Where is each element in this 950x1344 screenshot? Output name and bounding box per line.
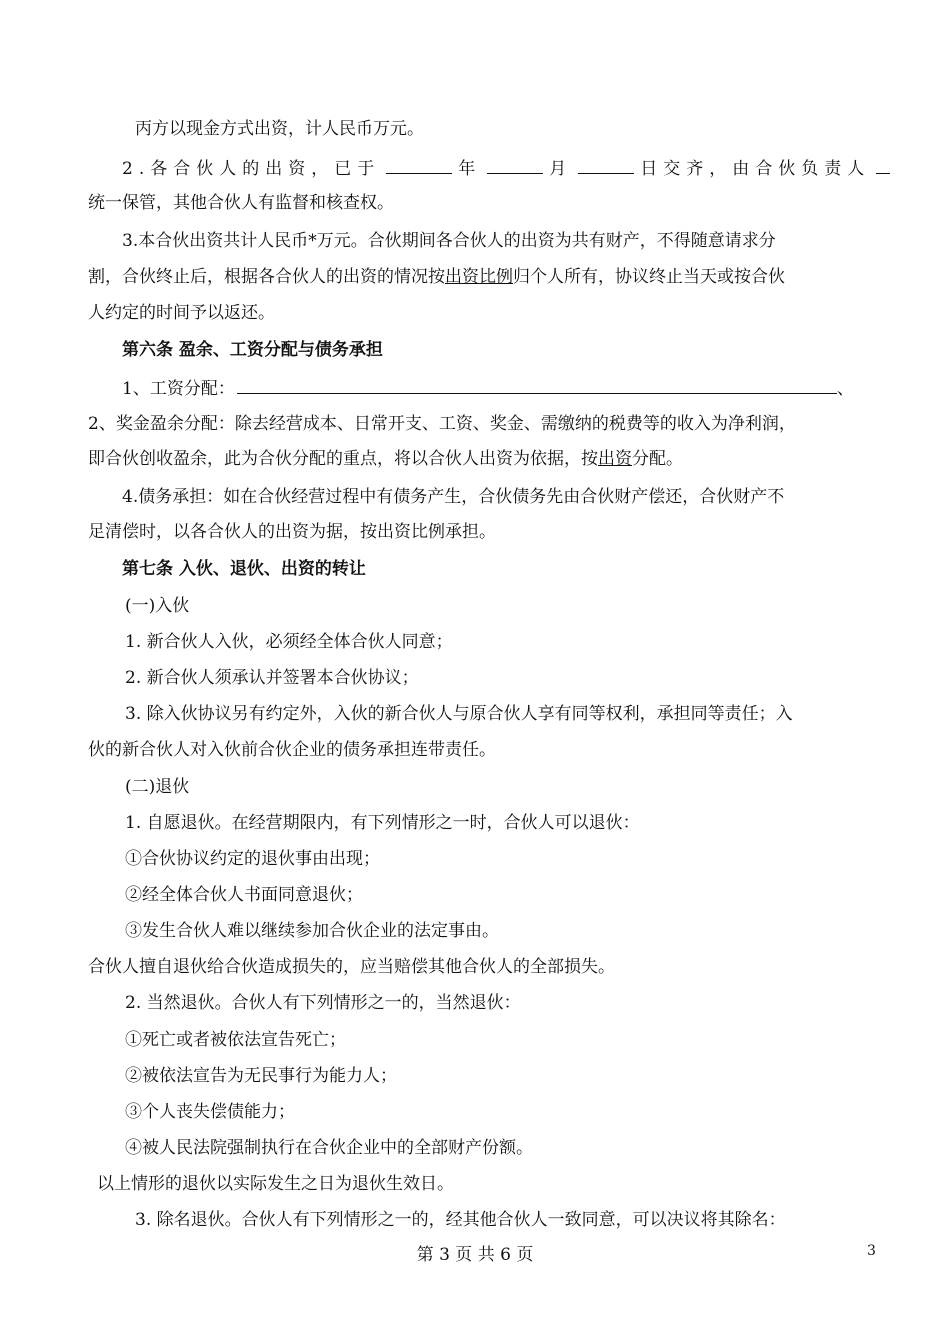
paragraph-line: 2. 当然退伙。合伙人有下列情形之一的，当然退伙： [125, 993, 521, 1013]
blank-field [237, 375, 837, 394]
page-footer [0, 1243, 950, 1267]
paragraph-line: 3. 除入伙协议另有约定外，入伙的新合伙人与原合伙人享有同等权利，承担同等责任；入 [125, 704, 793, 724]
paragraph-line: 合伙人擅自退伙给合伙造成损失的，应当赔偿其他合伙人的全部损失。 [88, 957, 615, 977]
paragraph-line: 足清偿时，以各合伙人的出资为据，按出资比例承担。 [88, 522, 496, 542]
paragraph-line: 3.本合伙出资共计人民币*万元。合伙期间各合伙人的出资为共有财产，不得随意请求分 [122, 231, 776, 251]
list-item: ①死亡或者被依法宣告死亡； [125, 1030, 346, 1050]
paragraph-line: 4.债务承担：如在合伙经营过程中有债务产生，合伙债务先由合伙财产偿还，合伙财产不 [122, 487, 785, 507]
paragraph-line: 伙的新合伙人对入伙前合伙企业的债务承担连带责任。 [88, 740, 496, 760]
underlined-term: 出资比例 [445, 267, 513, 287]
paragraph-line: 统一保管，其他合伙人有监督和核查权。 [88, 193, 394, 213]
list-item: ①合伙协议约定的退伙事由出现； [125, 849, 380, 869]
list-item: ④被人民法院强制执行在合伙企业中的全部财产份额。 [125, 1138, 533, 1158]
paragraph-line: 1. 新合伙人入伙，必须经全体合伙人同意； [125, 632, 453, 652]
page-count-label: 第 3 页 共 6 页 [416, 1245, 534, 1265]
paragraph-line: 即合伙创收盈余，此为合伙分配的重点，将以合伙人出资为依据，按出资分配。 [88, 449, 683, 469]
blank-field [876, 155, 890, 174]
paragraph-line: 2、奖金盈余分配：除去经营成本、日常开支、工资、奖金、需缴纳的税费等的收入为净利润， [88, 414, 796, 434]
paragraph-line: 人约定的时间予以返还。 [88, 303, 275, 323]
paragraph-line: 1、工资分配： 、 [122, 375, 912, 401]
paragraph-line: 丙方以现金方式出资，计人民币万元。 [135, 119, 424, 139]
list-item: ③发生合伙人难以继续参加合伙企业的法定事由。 [125, 921, 499, 941]
list-item: ②经全体合伙人书面同意退伙； [125, 885, 363, 905]
page-number: 3 [867, 1243, 876, 1259]
paragraph-line: 2.各合伙人的出资，已于 年 月 日交齐，由合伙负责人 [122, 155, 912, 181]
paragraph-line: 以上情形的退伙以实际发生之日为退伙生效日。 [97, 1174, 454, 1194]
blank-field [487, 155, 543, 174]
blank-field [386, 155, 452, 174]
paragraph-line: 割，合伙终止后，根据各合伙人的出资的情况按出资比例归个人所有，协议终止当天或按合伙 [88, 267, 785, 287]
list-item: ③个人丧失偿债能力； [125, 1102, 295, 1122]
section-heading: 第七条 入伙、退伙、出资的转让 [122, 559, 366, 579]
underlined-term: 出资 [598, 449, 632, 469]
list-item: ②被依法宣告为无民事行为能力人； [125, 1066, 397, 1086]
paragraph-line: (二)退伙 [125, 777, 190, 797]
section-heading: 第六条 盈余、工资分配与债务承担 [122, 340, 383, 360]
blank-field [578, 155, 634, 174]
paragraph-line: 2. 新合伙人须承认并签署本合伙协议； [125, 668, 419, 688]
paragraph-line: 1. 自愿退伙。在经营期限内，有下列情形之一时，合伙人可以退伙： [125, 813, 640, 833]
paragraph-line: 3. 除名退伙。合伙人有下列情形之一的，经其他合伙人一致同意，可以决议将其除名： [135, 1210, 786, 1230]
paragraph-line: (一)入伙 [125, 596, 190, 616]
